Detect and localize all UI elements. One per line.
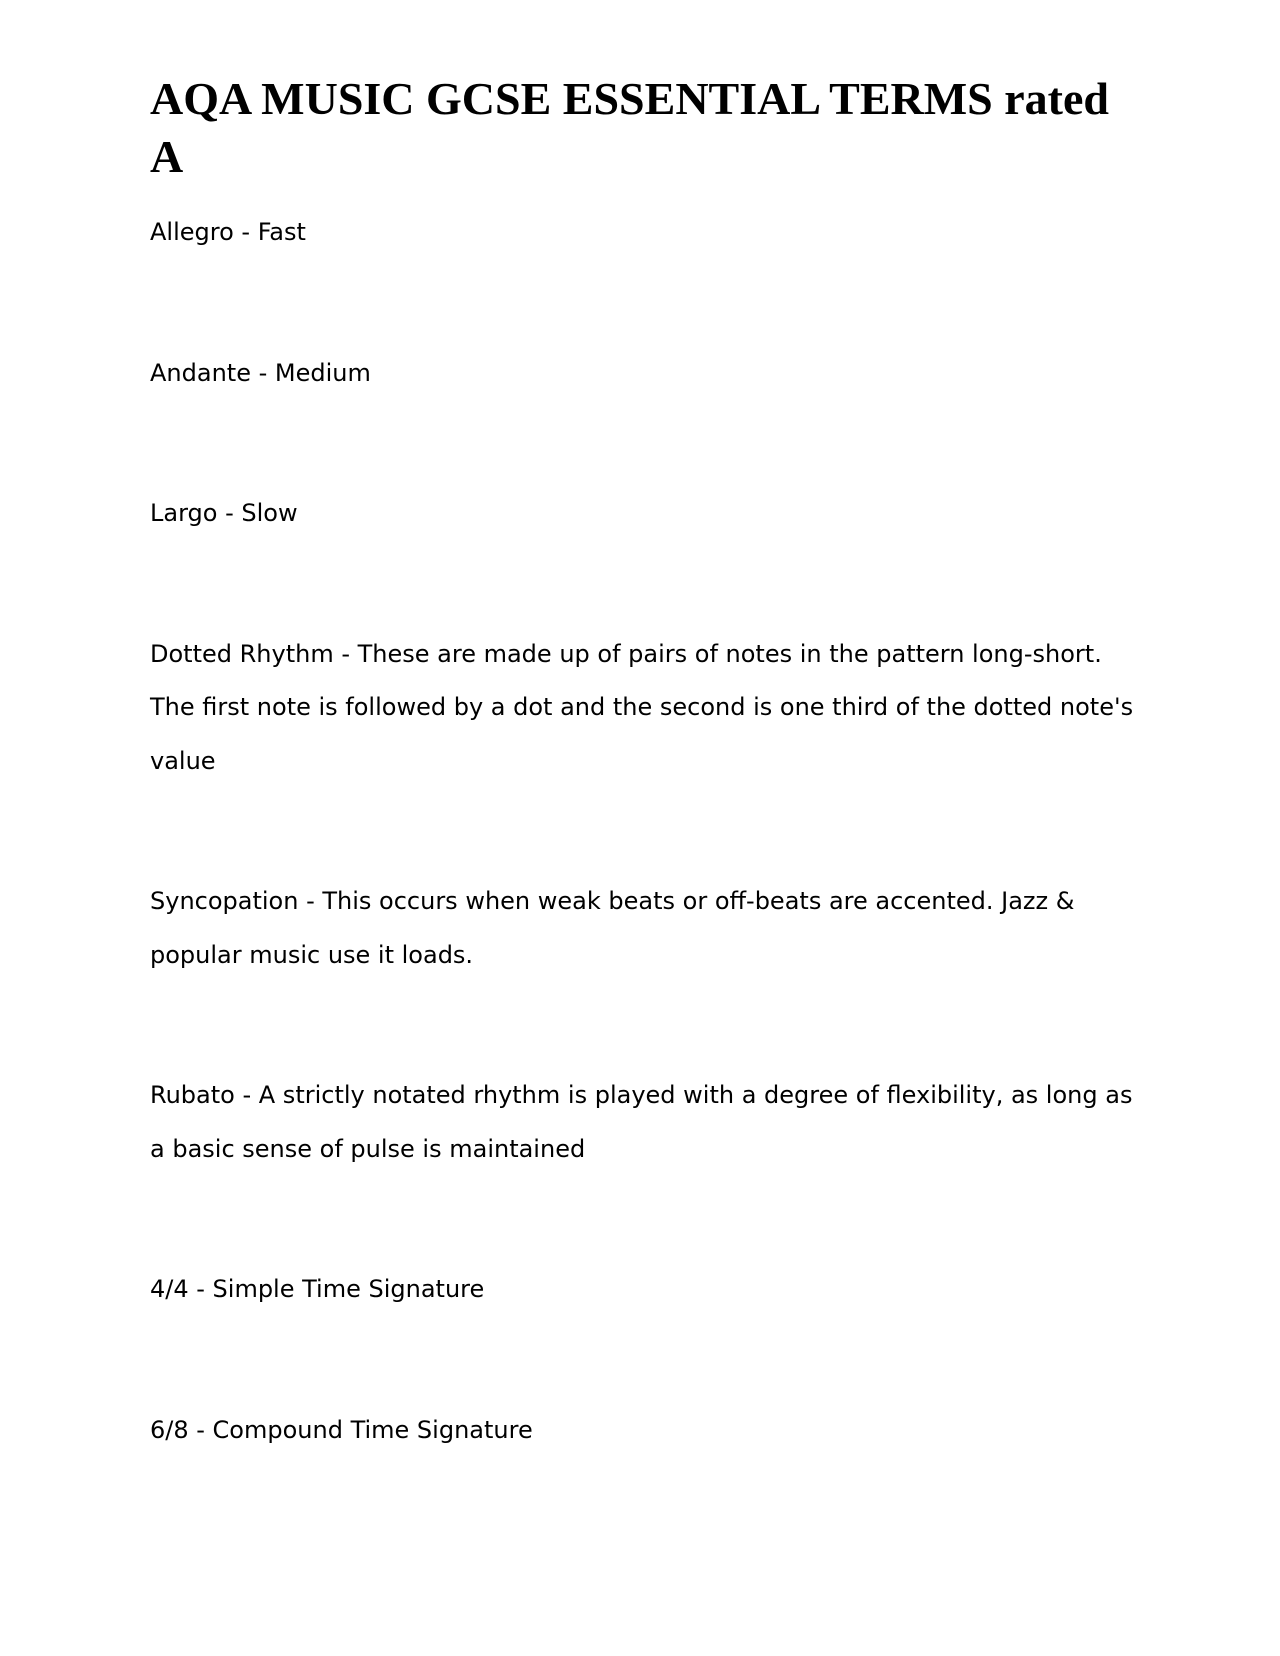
term-largo: Largo - Slow	[150, 499, 298, 527]
term-syncopation: Syncopation - This occurs when weak beats or off-beats are accented. Jazz & popular music use it loads.	[150, 887, 1075, 969]
term-allegro: Allegro - Fast	[150, 218, 306, 246]
term-andante: Andante - Medium	[150, 358, 371, 387]
document-page	[150, 70, 1140, 1544]
document-title: AQA MUSIC GCSE ESSENTIAL TERMS rated A	[150, 73, 1109, 182]
term-simple-time: 4/4 - Simple Time Signature	[150, 1275, 485, 1303]
term-dotted-rhythm: Dotted Rhythm - These are made up of pairs of notes in the pattern long-short. The first note is followed by a dot and the second is one third of the dotted note's value	[150, 639, 1134, 775]
term-rubato: Rubato - A strictly notated rhythm is played with a degree of flexibility, as long as a basic sense of pulse is maintained	[150, 1081, 1133, 1163]
term-compound-time: 6/8 - Compound Time Signature	[150, 1415, 533, 1444]
